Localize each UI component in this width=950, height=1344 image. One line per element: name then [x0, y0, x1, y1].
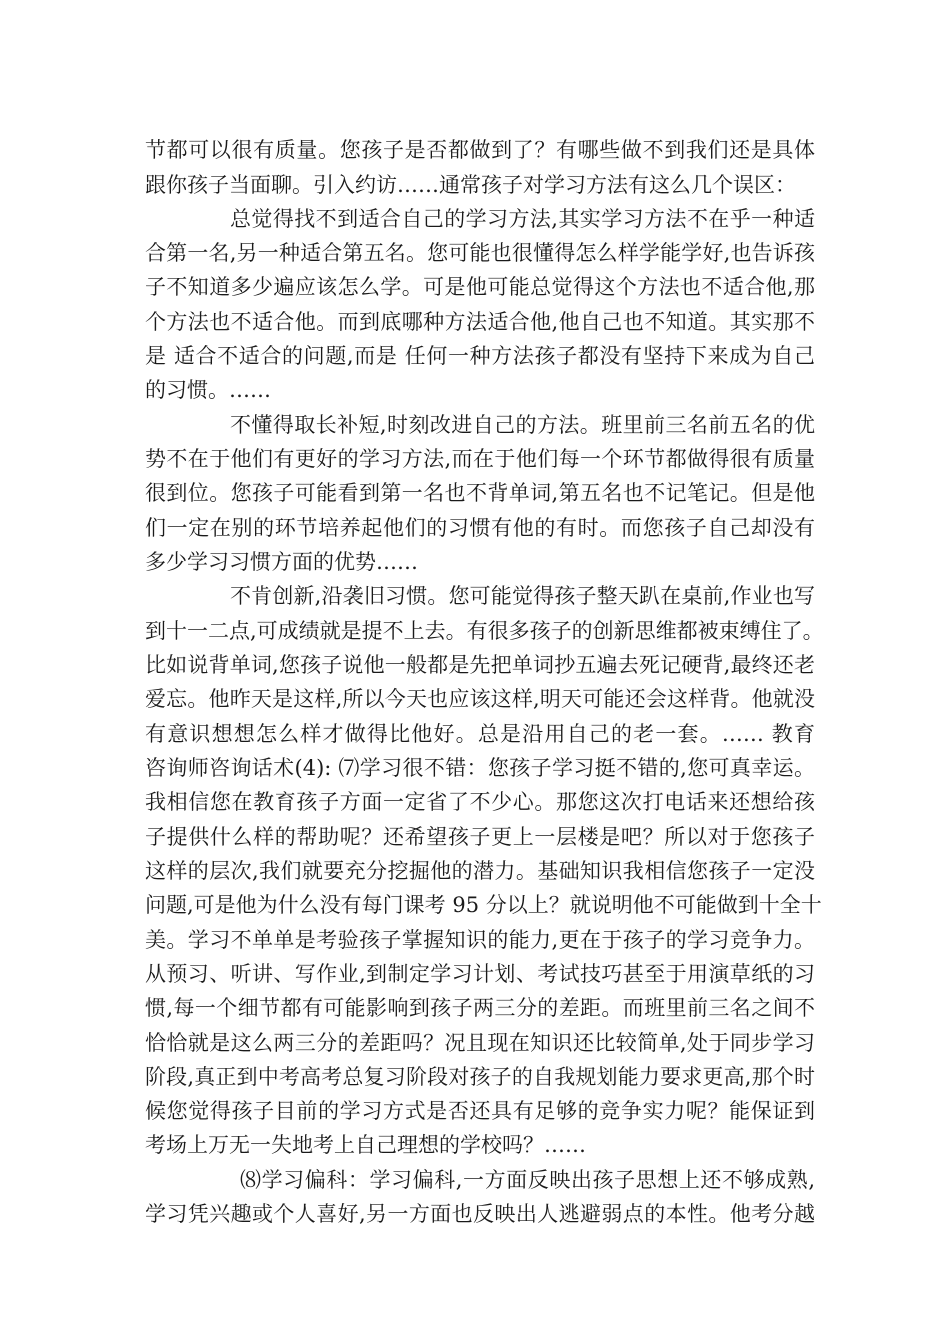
text-line: 很到位。您孩子可能看到第一名也不背单词,第五名也不记笔记。但是他: [145, 481, 815, 505]
text-line: 惯,每一个细节都有可能影响到孩子两三分的差距。而班里前三名之间不: [145, 996, 815, 1020]
paragraph-start-line: 不懂得取长补短,时刻改进自己的方法。班里前三名前五名的优: [230, 413, 815, 437]
text-line: 恰恰就是这么两三分的差距吗？况且现在知识还比较简单,处于同步学习: [145, 1031, 815, 1055]
text-line: 势不在于他们有更好的学习方法,而在于他们每一个环节都做得很有质量: [145, 447, 815, 471]
text-line: 子提供什么样的帮助呢？还希望孩子更上一层楼是吧？所以对于您孩子: [145, 825, 815, 849]
text-line: 阶段,真正到中考高考总复习阶段对孩子的自我规划能力要求更高,那个时: [145, 1065, 815, 1089]
text-line: 们一定在别的环节培养起他们的习惯有他的有时。而您孩子自己却没有: [145, 516, 815, 540]
paragraph-start-line: 不肯创新,沿袭旧习惯。您可能觉得孩子整天趴在桌前,作业也写: [230, 584, 815, 608]
text-line: 我相信您在教育孩子方面一定省了不少心。那您这次打电话来还想给孩: [145, 790, 815, 814]
paragraph-start-line: ⑻学习偏科：学习偏科,一方面反映出孩子思想上还不够成熟,: [240, 1168, 815, 1192]
text-line: 从预习、听讲、写作业,到制定学习计划、考试技巧甚至于用演草纸的习: [145, 962, 815, 986]
text-line: 个方法也不适合他。而到底哪种方法适合他,他自己也不知道。其实那不: [145, 310, 815, 334]
text-line: 到十一二点,可成绩就是提不上去。有很多孩子的创新思维都被束缚住了。: [145, 619, 824, 643]
text-line: 咨询师咨询话术(4): ⑺学习很不错：您孩子学习挺不错的,您可真幸运。: [145, 756, 815, 780]
text-line: 比如说背单词,您孩子说他一般都是先把单词抄五遍去死记硬背,最终还老: [145, 653, 815, 677]
text-line: 合第一名,另一种适合第五名。您可能也很懂得怎么样学能学好,也告诉孩: [145, 241, 815, 265]
text-line: 学习凭兴趣或个人喜好,另一方面也反映出人逃避弱点的本性。他考分越: [145, 1202, 815, 1226]
text-line: 子不知道多少遍应该怎么学。可是他可能总觉得这个方法也不适合他,那: [145, 275, 815, 299]
text-line: 问题,可是他为什么没有每门课考 95 分以上？就说明他不可能做到十全十: [145, 893, 822, 917]
text-line: 爱忘。他昨天是这样,所以今天也应该这样,明天可能还会这样背。他就没: [145, 687, 815, 711]
text-line: 节都可以很有质量。您孩子是否都做到了？有哪些做不到我们还是具体: [145, 138, 815, 162]
text-line: 候您觉得孩子目前的学习方式是否还具有足够的竞争实力呢？能保证到: [145, 1099, 815, 1123]
text-line: 多少学习习惯方面的优势……: [145, 550, 418, 574]
text-line: 是 适合不适合的问题,而是 任何一种方法孩子都没有坚持下来成为自己: [145, 344, 815, 368]
text-line: 美。学习不单单是考验孩子掌握知识的能力,更在于孩子的学习竞争力。: [145, 928, 815, 952]
text-line: 考场上万无一失地考上自己理想的学校吗？……: [145, 1133, 586, 1157]
text-line: 的习惯。……: [145, 378, 271, 402]
paragraph-start-line: 总觉得找不到适合自己的学习方法,其实学习方法不在乎一种适: [230, 207, 815, 231]
text-line: 有意识想想怎么样才做得比他好。总是沿用自己的老一套。…… 教育: [145, 722, 815, 746]
text-line: 跟你孩子当面聊。引入约访……通常孩子对学习方法有这么几个误区：: [145, 173, 796, 197]
text-line: 这样的层次,我们就要充分挖掘他的潜力。基础知识我相信您孩子一定没: [145, 859, 815, 883]
